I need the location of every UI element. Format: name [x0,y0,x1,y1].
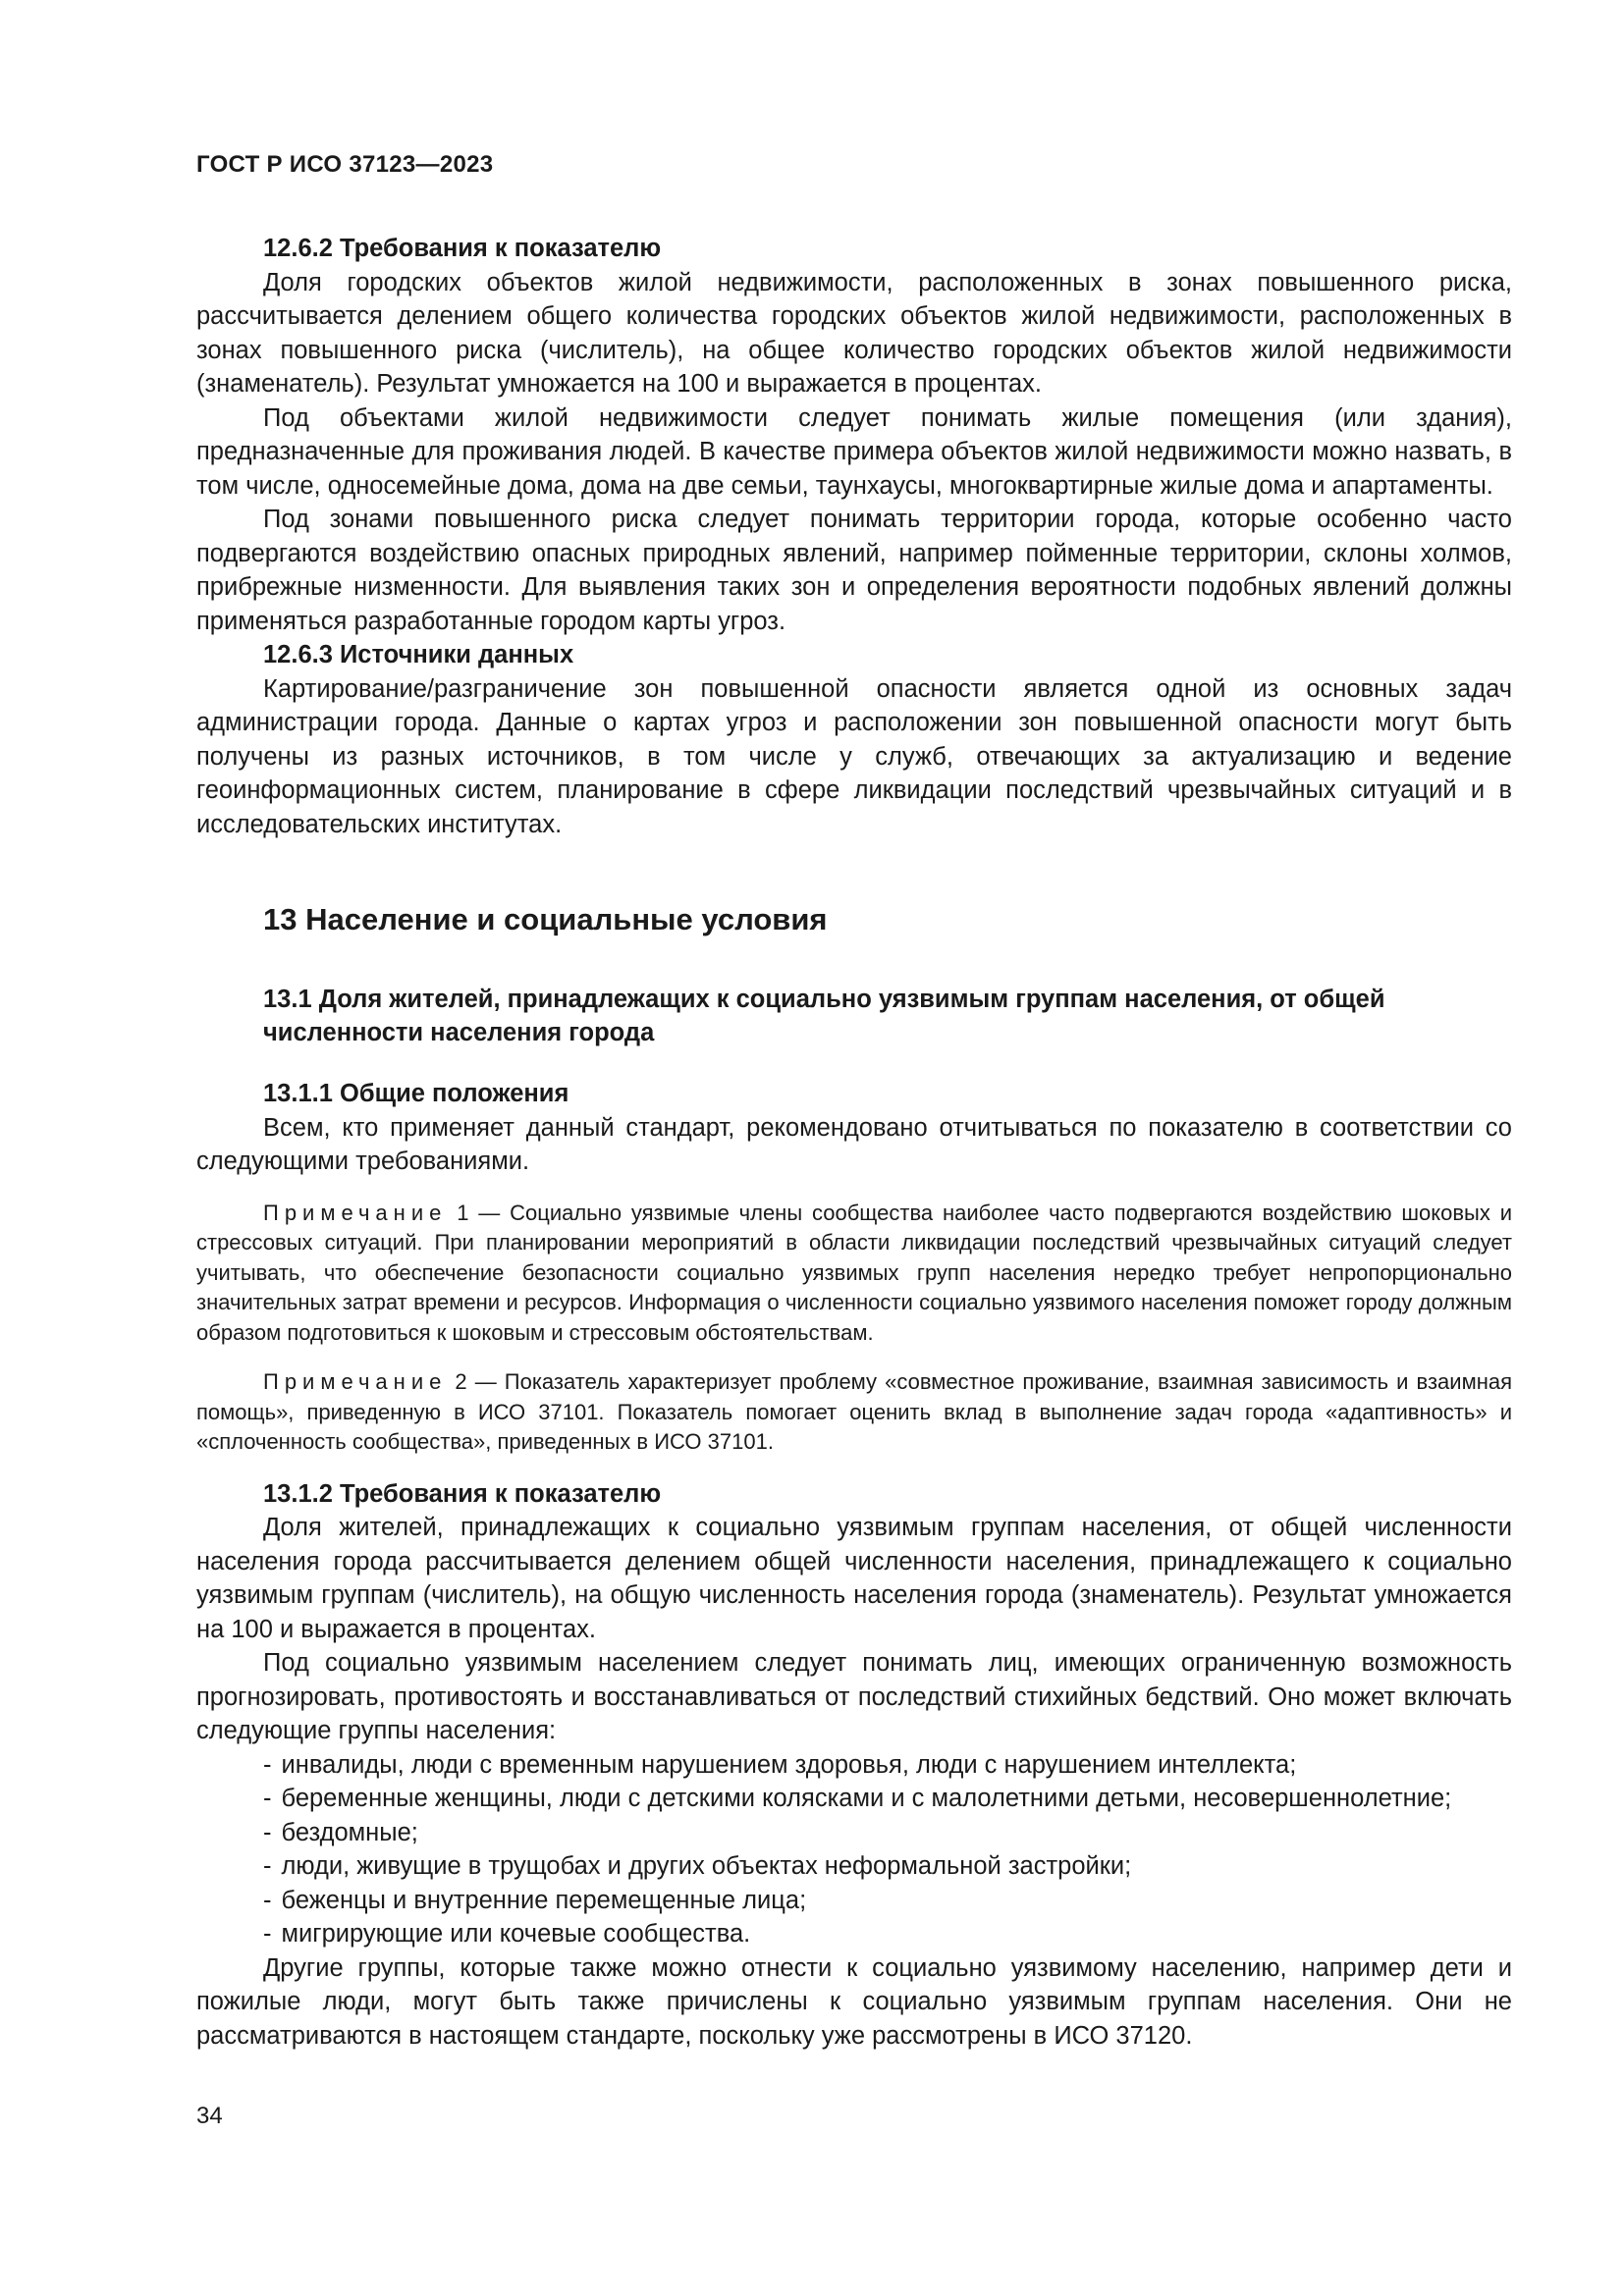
section-13-1-2-paragraph-3: Другие группы, которые также можно отнести к социально уязвимому населению, например дети и пожилые люди, могут быть также причислены к социально уязвимым группам населения. Они не рассматриваются в настоящем стандарте, поскольку уже рассмотрены в ИСО 37120. [196,1953,1512,2050]
list-item-text: мигрирующие или кочевые сообщества. [281,1920,751,1948]
section-12-6-3-heading: 12.6.3 Источники данных [263,641,574,668]
note-1-text: 1 — Социально уязвимые члены сообщества наиболее часто подвергаются воздействию шоковых и стрессовых ситуаций. При планировании мероприятий в области ликвидации последствий чрезвычайных ситуаций следует учитывать, что обеспечение безопасности социально уязвимых групп населения нередко требует непропорционально значительных затрат времени и ресурсов. Информация о численности социально уязвимого населения поможет городу должным образом подготовиться к шоковым и стрессовым обстоятельствам. [196,1200,1512,1345]
list-item-text: бездомные; [281,1818,418,1846]
section-13-1-2-paragraph-1: Доля жителей, принадлежащих к социально уязвимым группам населения, от общей численности населения города рассчитывается делением общей численности населения, принадлежащего к социально уязвимым группам (числитель), на общую численность населения города (знаменатель). Результат умножается на 100 и выражается в процентах. [196,1514,1512,1643]
section-12-6-2-paragraph-1: Доля городских объектов жилой недвижимости, расположенных в зонах повышенного риска, рассчитывается делением общего количества городских объектов жилой недвижимости, расположенных в зонах повышенного риска (числитель), на общее количество городских объектов жилой недвижимости (знаменатель). Результат умножается на 100 и выражается в процентах. [196,268,1512,398]
list-dash: - [263,1785,272,1812]
list-item-text: люди, живущие в трущобах и других объектах неформальной застройки; [281,1852,1132,1880]
list-item [196,1849,1512,1884]
list-item [196,1816,1512,1850]
list-dash: - [263,1818,272,1846]
section-13-1-2-paragraph-2: Под социально уязвимым населением следует понимать лиц, имеющих ограниченную возможность прогнозировать, противостоять и восстанавливаться от последствий стихийных бедствий. Оно может включать следующие группы населения: [196,1649,1512,1744]
section-13-1-2-heading: 13.1.2 Требования к показателю [263,1479,662,1508]
note-2-text: 2 — Показатель характеризует проблему «совместное проживание, взаимная зависимость и взаимная помощь», приведенную в ИСО 37101. Показатель помогает оценить вклад в выполнение задач города «адаптивность» и «сплоченность сообщества», приведенных в ИСО 37101. [196,1369,1512,1454]
page-content [196,232,1512,2053]
list-item [196,1748,1512,1783]
list-item-text: беженцы и внутренние перемещенные лица; [281,1886,807,1914]
list-item-text: беременные женщины, люди с детскими колясками и с малолетними детьми, несовершеннолетние; [281,1785,1452,1812]
document-header: ГОСТ Р ИСО 37123—2023 [196,151,494,178]
list-item [196,1782,1512,1816]
section-12-6-2-paragraph-2: Под объектами жилой недвижимости следует понимать жилые помещения (или здания), предназначенные для проживания людей. В качестве примера объектов жилой недвижимости можно назвать, в том числе, односемейные дома, дома на две семьи, таунхаусы, многоквартирные жилые дома и апартаменты. [196,403,1512,500]
note-1 [196,1199,1512,1349]
section-13-heading: 13 Население и социальные условия [263,902,828,936]
section-12-6-2-heading: 12.6.2 Требования к показателю [263,235,662,262]
list-dash: - [263,1886,272,1914]
list-dash: - [263,1920,272,1948]
list-dash: - [263,1750,272,1779]
list-item-text: инвалиды, люди с временным нарушением здоровья, люди с нарушением интеллекта; [281,1750,1297,1779]
list-item [196,1884,1512,1918]
list-item [196,1917,1512,1951]
note-2 [196,1367,1512,1458]
section-12-6-2-paragraph-3: Под зонами повышенного риска следует понимать территории города, которые особенно часто подвергаются воздействию опасных природных явлений, например пойменные территории, склоны холмов, прибрежные низменности. Для выявления таких зон и определения вероятности подобных явлений должны применяться разработанные городом карты угроз. [196,506,1512,635]
section-13-1-heading: 13.1 Доля жителей, принадлежащих к социально уязвимым группам населения, от общей численности населения города [263,986,1385,1046]
section-13-1-1-paragraph-1: Всем, кто применяет данный стандарт, рекомендовано отчитываться по показателю в соответствии со следующими требованиями. [196,1113,1512,1175]
page-number: 34 [196,2103,223,2129]
note-2-label: Примечание [263,1369,448,1394]
note-1-label: Примечание [263,1200,448,1225]
section-13-1-1-heading: 13.1.1 Общие положения [263,1080,569,1107]
list-dash: - [263,1852,272,1880]
vulnerable-groups-list [196,1748,1512,1951]
section-12-6-3-paragraph-1: Картирование/разграничение зон повышенной опасности является одной из основных задач администрации города. Данные о картах угроз и расположении зон повышенной опасности могут быть получены из разных источников, в том числе у служб, отвечающих за актуализацию и ведение геоинформационных систем, планирование в сфере ликвидации последствий чрезвычайных ситуаций и в исследовательских институтах. [196,674,1512,838]
